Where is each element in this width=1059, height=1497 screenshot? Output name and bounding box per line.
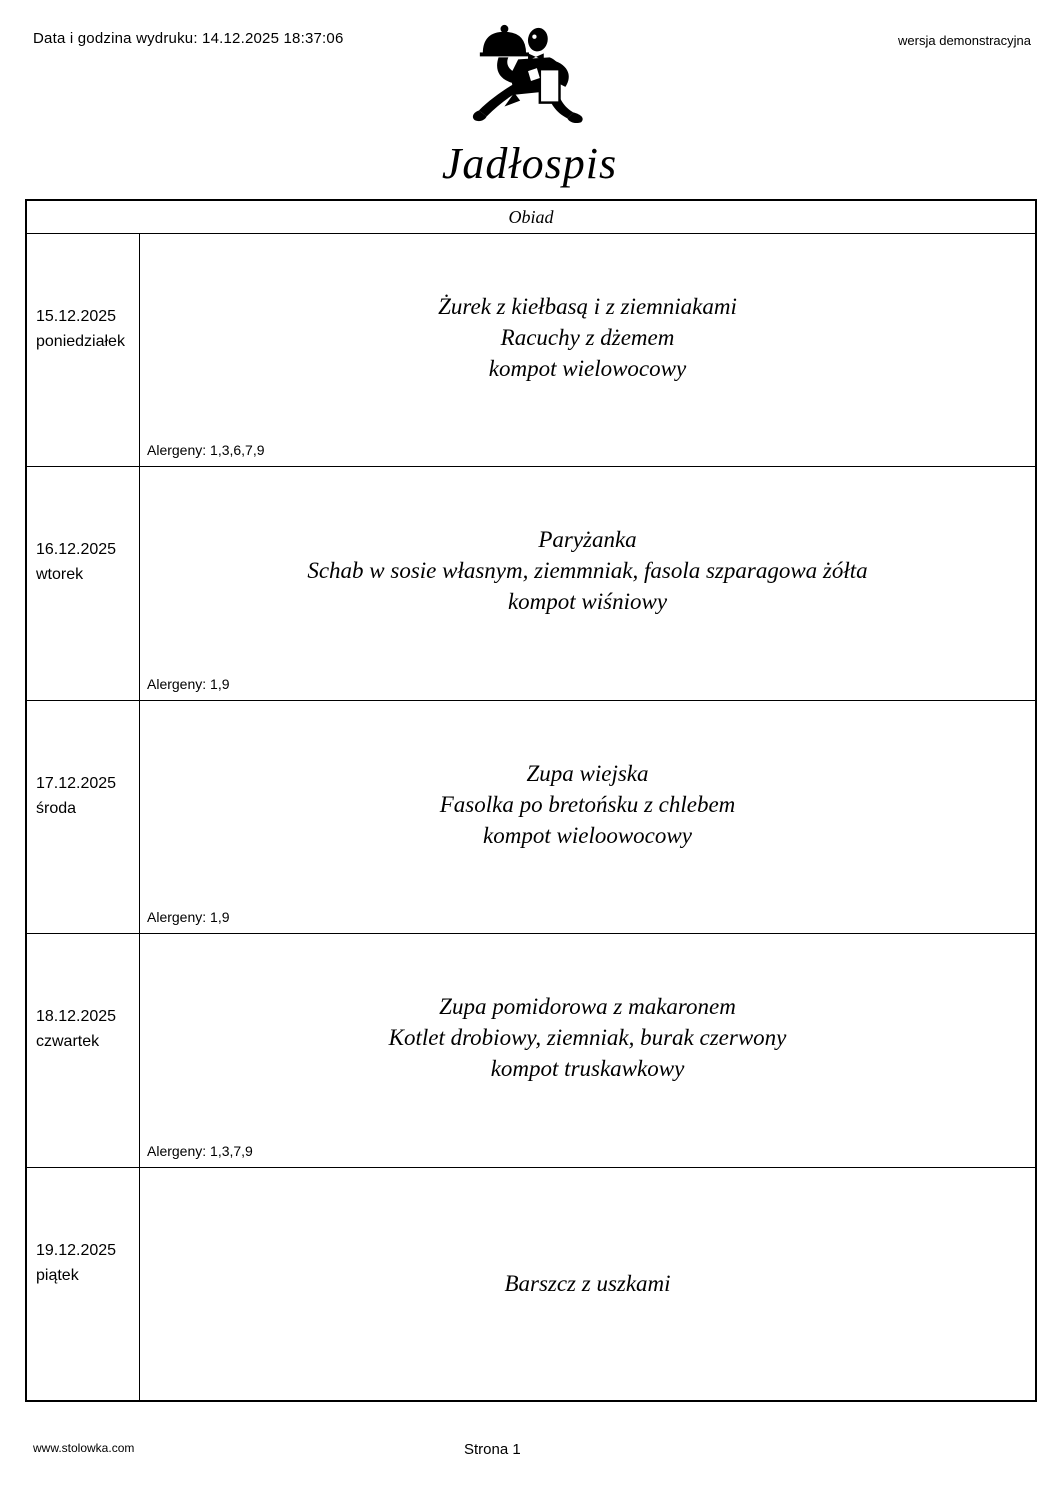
menu-cell bbox=[140, 934, 1035, 1166]
menu-table bbox=[25, 199, 1037, 1402]
menu-line: Schab w sosie własnym, ziemmniak, fasola szparagowa żółta bbox=[307, 558, 868, 584]
date-label: 16.12.2025 bbox=[36, 541, 117, 559]
demo-version-label: wersja demonstracyjna bbox=[898, 33, 1031, 48]
allergens-label: Alergeny: 1,9 bbox=[147, 675, 230, 692]
menu-line: Fasolka po bretońsku z chlebem bbox=[439, 791, 736, 817]
menu-line: kompot wieloowocowy bbox=[483, 822, 692, 848]
date-cell bbox=[27, 701, 140, 933]
menu-line: kompot truskawkowy bbox=[490, 1055, 685, 1081]
footer-website: www.stolowka.com bbox=[33, 1441, 135, 1455]
print-datetime-label: Data i godzina wydruku: 14.12.2025 18:37:06 bbox=[33, 30, 344, 47]
menu-line: Racuchy z dżemem bbox=[500, 324, 675, 350]
date-cell bbox=[27, 234, 140, 466]
allergens-label: Alergeny: 1,9 bbox=[147, 909, 230, 926]
weekday-label: poniedziałek bbox=[36, 333, 125, 350]
date-label: 15.12.2025 bbox=[36, 308, 117, 325]
weekday-label: piątek bbox=[36, 1266, 79, 1284]
menu-line: Kotlet drobiowy, ziemniak, burak czerwony bbox=[388, 1024, 787, 1050]
menu-lines bbox=[140, 234, 1035, 440]
date-label: 17.12.2025 bbox=[36, 774, 117, 792]
date-cell bbox=[27, 467, 140, 699]
page-title: Jadłospis bbox=[441, 139, 618, 188]
menu-line: Żurek z kiełbasą i z ziemniakami bbox=[438, 293, 737, 319]
running-waiter-icon bbox=[471, 20, 589, 138]
day-row bbox=[27, 700, 1035, 933]
menu-line: kompot wiśniowy bbox=[507, 589, 668, 615]
menu-line: Zupa pomidorowa z makaronem bbox=[439, 993, 736, 1019]
menu-lines bbox=[140, 1168, 1035, 1400]
day-row bbox=[27, 933, 1035, 1166]
day-row bbox=[27, 466, 1035, 699]
date-cell bbox=[27, 1168, 140, 1400]
menu-lines bbox=[140, 701, 1035, 907]
weekday-label: środa bbox=[36, 799, 77, 817]
date-label: 19.12.2025 bbox=[36, 1241, 117, 1259]
weekday-label: czwartek bbox=[36, 1033, 100, 1051]
allergens-label: Alergeny: 1,3,7,9 bbox=[147, 1142, 253, 1159]
date-label: 18.12.2025 bbox=[36, 1008, 117, 1026]
menu-lines bbox=[140, 934, 1035, 1140]
menu-line: Paryżanka bbox=[538, 527, 637, 553]
allergens-label: Alergeny: 1,3,6,7,9 bbox=[147, 442, 265, 459]
menu-cell bbox=[140, 467, 1035, 699]
menu-line: Zupa wiejska bbox=[526, 760, 649, 786]
menu-lines bbox=[140, 467, 1035, 673]
day-row bbox=[27, 234, 1035, 466]
menu-cell bbox=[140, 701, 1035, 933]
day-row bbox=[27, 1167, 1035, 1400]
date-cell bbox=[27, 934, 140, 1166]
menu-line: kompot wielowocowy bbox=[488, 355, 687, 381]
logo-container bbox=[0, 20, 1059, 138]
menu-line: Barszcz z uszkami bbox=[504, 1271, 671, 1297]
meal-column-header: Obiad bbox=[27, 201, 1035, 234]
menu-cell bbox=[140, 234, 1035, 466]
weekday-label: wtorek bbox=[36, 566, 84, 584]
menu-cell bbox=[140, 1168, 1035, 1400]
footer-page-number: Strona 1 bbox=[464, 1441, 521, 1458]
